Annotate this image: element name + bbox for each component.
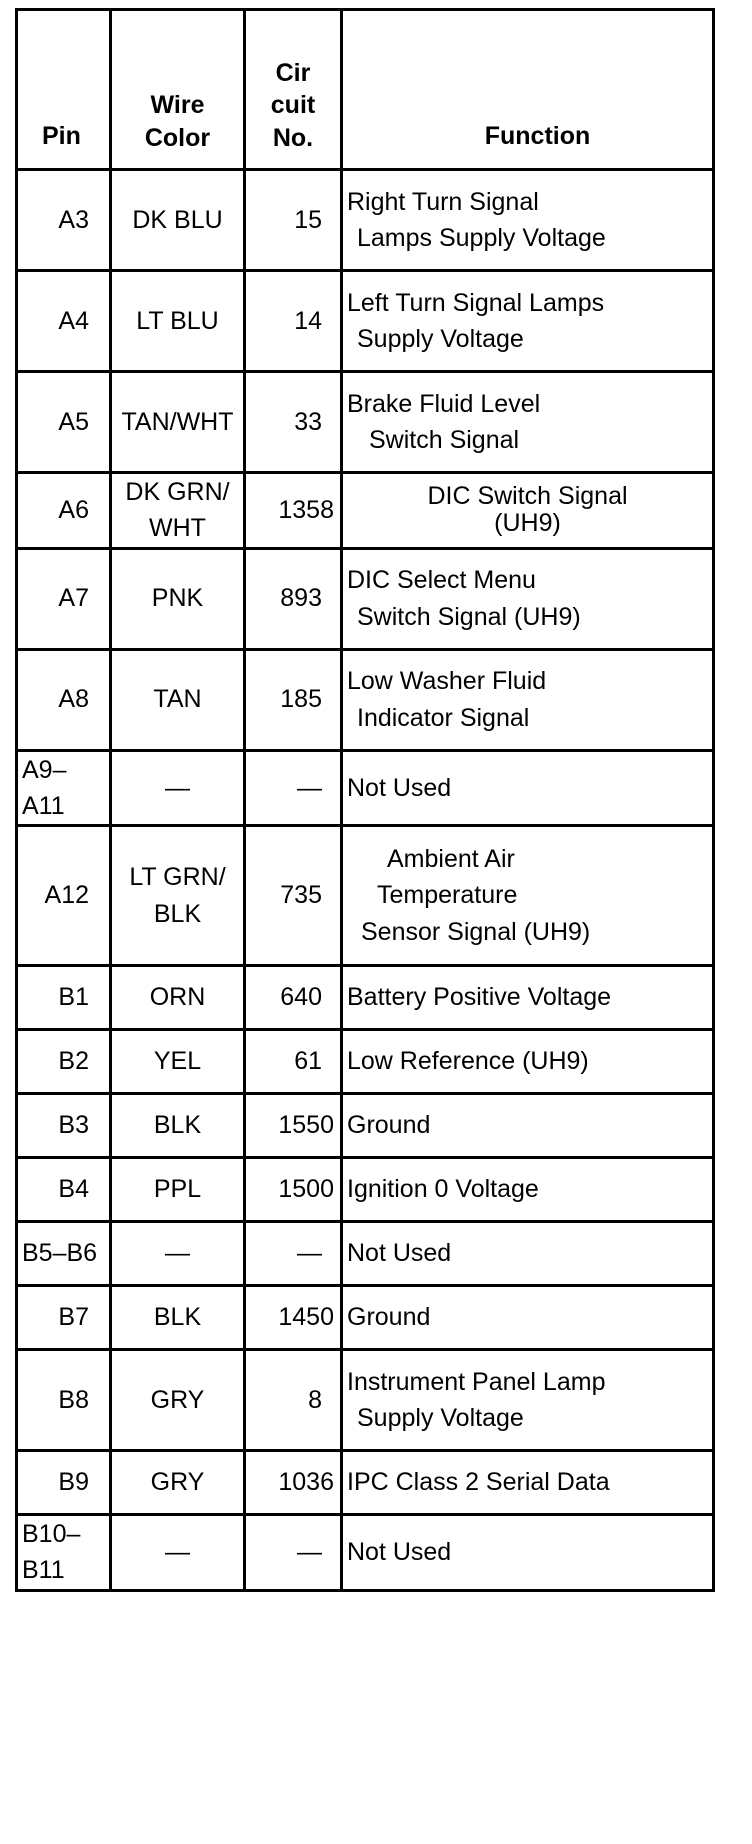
pin-cell: B7 (17, 1286, 111, 1350)
circuit-cell: 735 (245, 826, 342, 966)
table-row (17, 1222, 714, 1286)
function-cell: Right Turn Signal Lamps Supply Voltage (342, 170, 714, 271)
function-cell: DIC Switch Signal (UH9) (342, 473, 714, 549)
pin-cell: B1 (17, 966, 111, 1030)
pin-cell: A7 (17, 548, 111, 649)
function-cell: Ambient Air Temperature Sensor Signal (UH9) (342, 826, 714, 966)
circuit-cell: — (245, 1222, 342, 1286)
function-cell: Brake Fluid Level Switch Signal (342, 372, 714, 473)
circuit-cell: 1500 (245, 1158, 342, 1222)
pin-cell: A3 (17, 170, 111, 271)
pin-cell: A6 (17, 473, 111, 549)
wire-color-cell: GRY (111, 1350, 245, 1451)
wire-color-cell: YEL (111, 1030, 245, 1094)
table-row (17, 372, 714, 473)
circuit-cell: 61 (245, 1030, 342, 1094)
circuit-cell: — (245, 1515, 342, 1591)
wire-color-cell: TAN (111, 649, 245, 750)
header-circuit-no: Cir cuit No. (245, 10, 342, 170)
wire-color-cell: — (111, 750, 245, 826)
circuit-cell: 185 (245, 649, 342, 750)
header-pin: Pin (17, 10, 111, 170)
wire-color-cell: LT GRN/ BLK (111, 826, 245, 966)
pin-cell: A4 (17, 271, 111, 372)
pin-cell: B5–B6 (17, 1222, 111, 1286)
table-row (17, 473, 714, 549)
circuit-cell: 14 (245, 271, 342, 372)
table-row (17, 1094, 714, 1158)
wire-color-cell: DK BLU (111, 170, 245, 271)
pin-cell: B3 (17, 1094, 111, 1158)
function-cell: Battery Positive Voltage (342, 966, 714, 1030)
function-cell: Left Turn Signal Lamps Supply Voltage (342, 271, 714, 372)
wire-color-cell: BLK (111, 1094, 245, 1158)
pin-cell: A9–A11 (17, 750, 111, 826)
function-cell: Low Washer Fluid Indicator Signal (342, 649, 714, 750)
header-function: Function (342, 10, 714, 170)
header-row (17, 10, 714, 170)
circuit-cell: 1550 (245, 1094, 342, 1158)
pin-cell: B9 (17, 1451, 111, 1515)
pin-cell: A8 (17, 649, 111, 750)
connector-pinout-table (15, 8, 715, 1592)
table-row (17, 170, 714, 271)
circuit-cell: 893 (245, 548, 342, 649)
function-cell: DIC Select Menu Switch Signal (UH9) (342, 548, 714, 649)
function-cell: Low Reference (UH9) (342, 1030, 714, 1094)
header-wire-color: Wire Color (111, 10, 245, 170)
table-row (17, 1286, 714, 1350)
table-row (17, 1158, 714, 1222)
circuit-cell: 33 (245, 372, 342, 473)
function-cell: Not Used (342, 1222, 714, 1286)
table-row (17, 1030, 714, 1094)
wire-color-cell: ORN (111, 966, 245, 1030)
function-cell: Ground (342, 1094, 714, 1158)
pin-cell: A5 (17, 372, 111, 473)
circuit-cell: 15 (245, 170, 342, 271)
wire-color-cell: TAN/WHT (111, 372, 245, 473)
function-cell: Ground (342, 1286, 714, 1350)
table-row (17, 548, 714, 649)
wire-color-cell: PNK (111, 548, 245, 649)
wire-color-cell: PPL (111, 1158, 245, 1222)
circuit-cell: 1358 (245, 473, 342, 549)
pin-cell: B10–B11 (17, 1515, 111, 1591)
wire-color-cell: — (111, 1222, 245, 1286)
table-row (17, 649, 714, 750)
function-cell: IPC Class 2 Serial Data (342, 1451, 714, 1515)
table-row (17, 750, 714, 826)
function-cell: Not Used (342, 1515, 714, 1591)
table-row (17, 1350, 714, 1451)
circuit-cell: 1036 (245, 1451, 342, 1515)
pin-cell: B4 (17, 1158, 111, 1222)
table-row (17, 271, 714, 372)
circuit-cell: 8 (245, 1350, 342, 1451)
function-cell: Not Used (342, 750, 714, 826)
function-cell: Instrument Panel Lamp Supply Voltage (342, 1350, 714, 1451)
pin-cell: B8 (17, 1350, 111, 1451)
table-row (17, 1451, 714, 1515)
pin-cell: B2 (17, 1030, 111, 1094)
circuit-cell: 1450 (245, 1286, 342, 1350)
circuit-cell: 640 (245, 966, 342, 1030)
function-cell: Ignition 0 Voltage (342, 1158, 714, 1222)
circuit-cell: — (245, 750, 342, 826)
pin-cell: A12 (17, 826, 111, 966)
wire-color-cell: DK GRN/ WHT (111, 473, 245, 549)
wire-color-cell: LT BLU (111, 271, 245, 372)
table-row (17, 826, 714, 966)
wire-color-cell: — (111, 1515, 245, 1591)
wire-color-cell: BLK (111, 1286, 245, 1350)
table-row (17, 966, 714, 1030)
table-row (17, 1515, 714, 1591)
wire-color-cell: GRY (111, 1451, 245, 1515)
